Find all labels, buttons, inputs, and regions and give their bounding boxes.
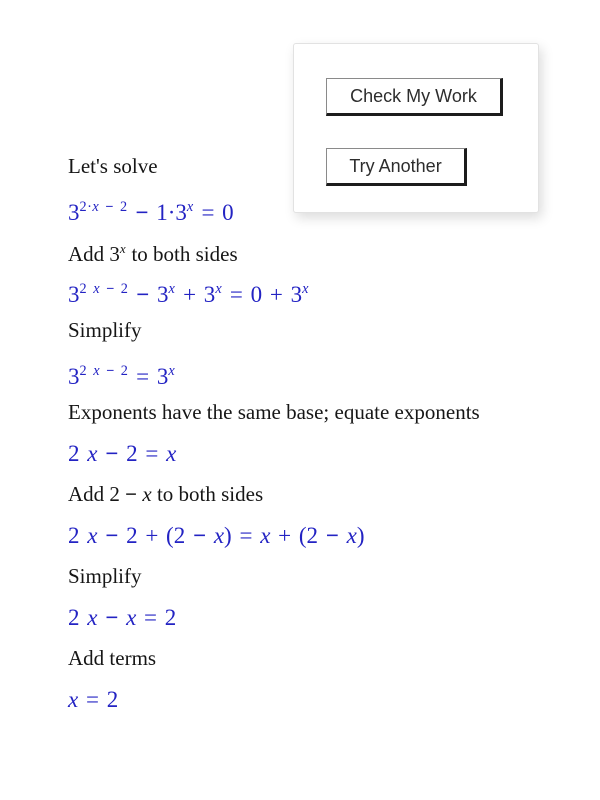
math-segment: ) = <box>224 523 261 548</box>
math-segment: − 2 = <box>105 441 167 466</box>
math-segment: x <box>302 281 309 297</box>
math-segment: Add terms <box>68 646 157 670</box>
math-segment: x <box>93 363 101 379</box>
math-segment: Simplify <box>68 564 142 588</box>
math-segment: x <box>168 281 176 297</box>
math-segment: − 3 <box>136 281 169 307</box>
step-equation <box>68 515 588 556</box>
math-segment: = 2 <box>78 687 119 712</box>
controls-panel <box>293 43 539 213</box>
math-segment: 2 <box>79 281 94 297</box>
minus-sign: − <box>106 363 115 379</box>
math-segment: 3 <box>68 363 80 389</box>
math-segment: = 0 <box>193 199 234 225</box>
step-statement <box>68 556 588 597</box>
math-segment: x <box>260 523 271 548</box>
step-equation <box>68 269 588 310</box>
minus-sign: − <box>135 199 149 225</box>
math-segment: − 2 <box>106 363 129 379</box>
math-segment: x <box>168 363 176 379</box>
math-segment: x <box>92 199 100 215</box>
step-statement <box>68 310 588 351</box>
math-segment: Add 2 − <box>68 482 138 506</box>
minus-sign: − <box>105 605 119 630</box>
check-my-work-button[interactable]: Check My Work <box>326 78 503 116</box>
try-another-button[interactable]: Try Another <box>326 148 467 186</box>
minus-sign: − <box>125 482 138 506</box>
math-segment: ) <box>356 523 365 548</box>
minus-sign: − <box>325 523 339 548</box>
math-segment: 3 <box>68 199 80 225</box>
minus-sign: − <box>105 441 119 466</box>
math-segment: x <box>186 199 194 215</box>
math-segment: 3 <box>68 281 80 307</box>
step-equation <box>68 433 588 474</box>
minus-sign: − <box>192 523 207 548</box>
solution-steps <box>68 146 588 720</box>
minus-sign: − <box>106 281 115 297</box>
math-segment: to both sides <box>126 242 238 267</box>
math-segment: − 1·3 <box>135 199 187 225</box>
math-segment: = 2 <box>136 605 177 630</box>
math-segment: 2 <box>79 363 94 379</box>
math-segment: x <box>119 241 127 256</box>
math-segment: = 3 <box>128 363 169 389</box>
math-segment: − 2 <box>105 199 128 215</box>
math-segment: x <box>87 441 98 466</box>
math-segment: x <box>68 687 79 712</box>
math-segment: + (2 − <box>270 523 339 548</box>
math-segment: x <box>213 523 225 548</box>
math-segment: x <box>215 281 223 297</box>
math-segment: x <box>87 523 98 548</box>
math-segment: Simplify <box>68 318 142 342</box>
math-segment: + 3 <box>175 281 216 307</box>
math-segment: x <box>93 281 101 297</box>
minus-sign: − <box>105 523 119 548</box>
step-statement <box>68 228 588 269</box>
math-segment: Let's solve <box>68 154 158 178</box>
math-segment: = 0 + 3 <box>222 281 303 307</box>
step-statement <box>68 392 588 433</box>
minus-sign: − <box>136 281 150 307</box>
math-segment: x <box>126 605 137 630</box>
minus-sign: − <box>105 199 114 215</box>
math-segment: to both sides <box>151 482 264 506</box>
math-segment: x <box>166 441 177 466</box>
math-segment: x <box>87 605 98 630</box>
math-segment: x <box>142 482 152 506</box>
math-segment: x <box>346 523 357 548</box>
step-equation <box>68 679 588 720</box>
step-statement <box>68 474 588 515</box>
math-segment: − 2 + (2 − <box>105 523 207 548</box>
math-segment: 2 <box>68 523 88 548</box>
math-segment: − 2 <box>106 281 129 297</box>
math-segment: 2 <box>68 605 88 630</box>
math-segment: Add 3 <box>68 242 120 267</box>
math-segment: 2 <box>68 441 88 466</box>
step-equation <box>68 351 588 392</box>
step-statement <box>68 638 588 679</box>
math-segment <box>97 605 126 630</box>
math-segment: 2· <box>79 199 93 215</box>
step-equation <box>68 597 588 638</box>
math-segment: Exponents have the same base; equate exponents <box>68 400 480 424</box>
